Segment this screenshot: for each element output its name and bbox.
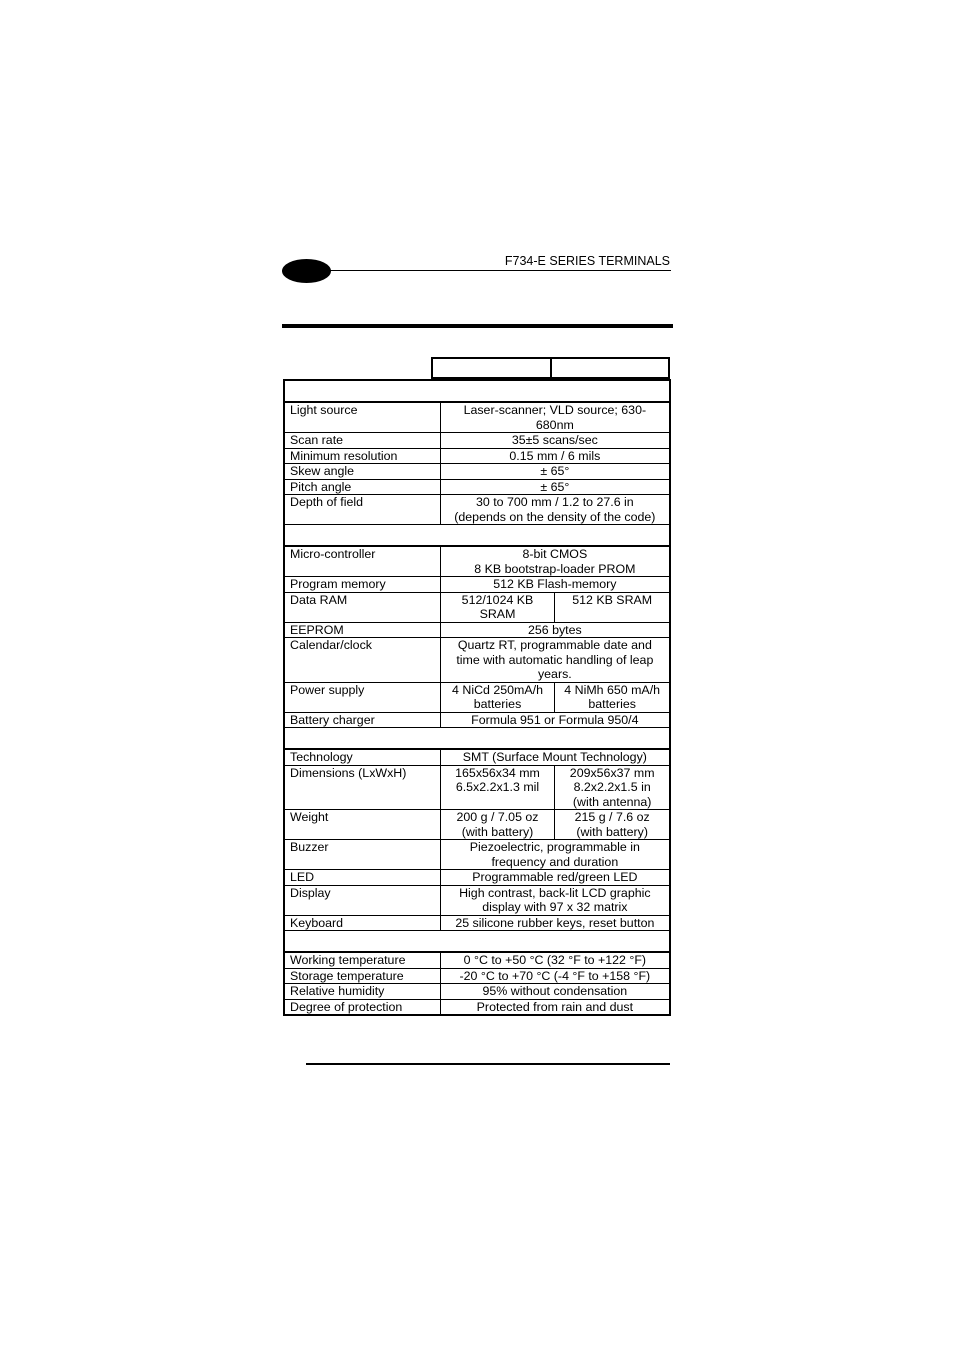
spec-value: 95% without condensation [440, 984, 670, 1000]
spec-value: 30 to 700 mm / 1.2 to 27.6 in (depends on the density of the code) [440, 495, 670, 525]
spec-value: Laser-scanner; VLD source; 630-680nm [440, 402, 670, 433]
spec-label: Data RAM [284, 592, 440, 622]
spec-label: Working temperature [284, 952, 440, 968]
table-row [284, 810, 670, 840]
spec-value: Piezoelectric, programmable in frequency and duration [440, 840, 670, 870]
spec-value-model-1: 512/1024 KB SRAM [440, 592, 555, 622]
table-row [284, 464, 670, 480]
spec-label: Weight [284, 810, 440, 840]
section-header-cell [284, 525, 670, 547]
specifications-table [283, 379, 671, 1016]
spec-value: SMT (Surface Mount Technology) [440, 749, 670, 765]
spec-label: Light source [284, 402, 440, 433]
spec-value: ± 65° [440, 479, 670, 495]
table-row [284, 870, 670, 886]
section-rule [282, 324, 673, 328]
table-row [284, 495, 670, 525]
spec-value: 512 KB Flash-memory [440, 577, 670, 593]
spec-value-model-1: 4 NiCd 250mA/h batteries [440, 682, 555, 712]
spec-value: High contrast, back-lit LCD graphic display with 97 x 32 matrix [440, 885, 670, 915]
header-rule [306, 270, 671, 271]
page-tab-marker [282, 259, 331, 283]
spec-label: Program memory [284, 577, 440, 593]
footer-rule [306, 1063, 670, 1065]
spec-label: Depth of field [284, 495, 440, 525]
table-row [284, 952, 670, 968]
table-row [284, 682, 670, 712]
spec-value: 256 bytes [440, 622, 670, 638]
section-header-row [284, 525, 670, 547]
spec-label: Power supply [284, 682, 440, 712]
table-row [284, 402, 670, 433]
table-row [284, 622, 670, 638]
spec-label: Calendar/clock [284, 638, 440, 683]
table-row [284, 840, 670, 870]
table-row [284, 433, 670, 449]
spec-value: Formula 951 or Formula 950/4 [440, 712, 670, 728]
spec-label: Buzzer [284, 840, 440, 870]
spec-value: Protected from rain and dust [440, 999, 670, 1015]
spec-value-model-2: 512 KB SRAM [555, 592, 670, 622]
spec-label: Dimensions (LxWxH) [284, 765, 440, 810]
table-row [284, 592, 670, 622]
table-row [284, 479, 670, 495]
table-row [284, 999, 670, 1015]
table-row [284, 885, 670, 915]
spec-label: Micro-controller [284, 546, 440, 577]
spec-label: Relative humidity [284, 984, 440, 1000]
spec-value: 8-bit CMOS 8 KB bootstrap-loader PROM [440, 546, 670, 577]
section-header-row [284, 728, 670, 750]
spec-label: LED [284, 870, 440, 886]
spec-label: Scan rate [284, 433, 440, 449]
table-row [284, 638, 670, 683]
spec-value: 25 silicone rubber keys, reset button [440, 915, 670, 931]
section-header-cell [284, 728, 670, 750]
running-header: F734-E SERIES TERMINALS [504, 254, 670, 268]
spec-value: ± 65° [440, 464, 670, 480]
spec-label: Skew angle [284, 464, 440, 480]
spec-label: Degree of protection [284, 999, 440, 1015]
spec-value-model-2: 4 NiMh 650 mA/h batteries [555, 682, 670, 712]
table-row [284, 765, 670, 810]
spec-value: -20 °C to +70 °C (-4 °F to +158 °F) [440, 968, 670, 984]
model-header-1 [433, 359, 550, 377]
table-row [284, 968, 670, 984]
table-row [284, 546, 670, 577]
spec-value: 0 °C to +50 °C (32 °F to +122 °F) [440, 952, 670, 968]
spec-label: EEPROM [284, 622, 440, 638]
model-header-2 [550, 359, 669, 377]
spec-value: 35±5 scans/sec [440, 433, 670, 449]
section-header-cell [284, 380, 670, 402]
spec-label: Pitch angle [284, 479, 440, 495]
spec-value-model-1: 200 g / 7.05 oz (with battery) [440, 810, 555, 840]
section-header-row [284, 380, 670, 402]
table-row [284, 448, 670, 464]
spec-label: Storage temperature [284, 968, 440, 984]
spec-label: Keyboard [284, 915, 440, 931]
spec-value: Quartz RT, programmable date and time with automatic handling of leap years. [440, 638, 670, 683]
spec-value-model-2: 209x56x37 mm 8.2x2.2x1.5 in (with antenna) [555, 765, 670, 810]
table-row [284, 712, 670, 728]
spec-label: Technology [284, 749, 440, 765]
table-row [284, 749, 670, 765]
section-header-cell [284, 931, 670, 953]
section-header-row [284, 931, 670, 953]
spec-value: 0.15 mm / 6 mils [440, 448, 670, 464]
spec-value-model-1: 165x56x34 mm 6.5x2.2x1.3 mil [440, 765, 555, 810]
table-row [284, 915, 670, 931]
model-column-headers [431, 357, 670, 379]
spec-value: Programmable red/green LED [440, 870, 670, 886]
spec-label: Display [284, 885, 440, 915]
table-row [284, 577, 670, 593]
spec-value-model-2: 215 g / 7.6 oz (with battery) [555, 810, 670, 840]
spec-label: Battery charger [284, 712, 440, 728]
spec-label: Minimum resolution [284, 448, 440, 464]
table-row [284, 984, 670, 1000]
